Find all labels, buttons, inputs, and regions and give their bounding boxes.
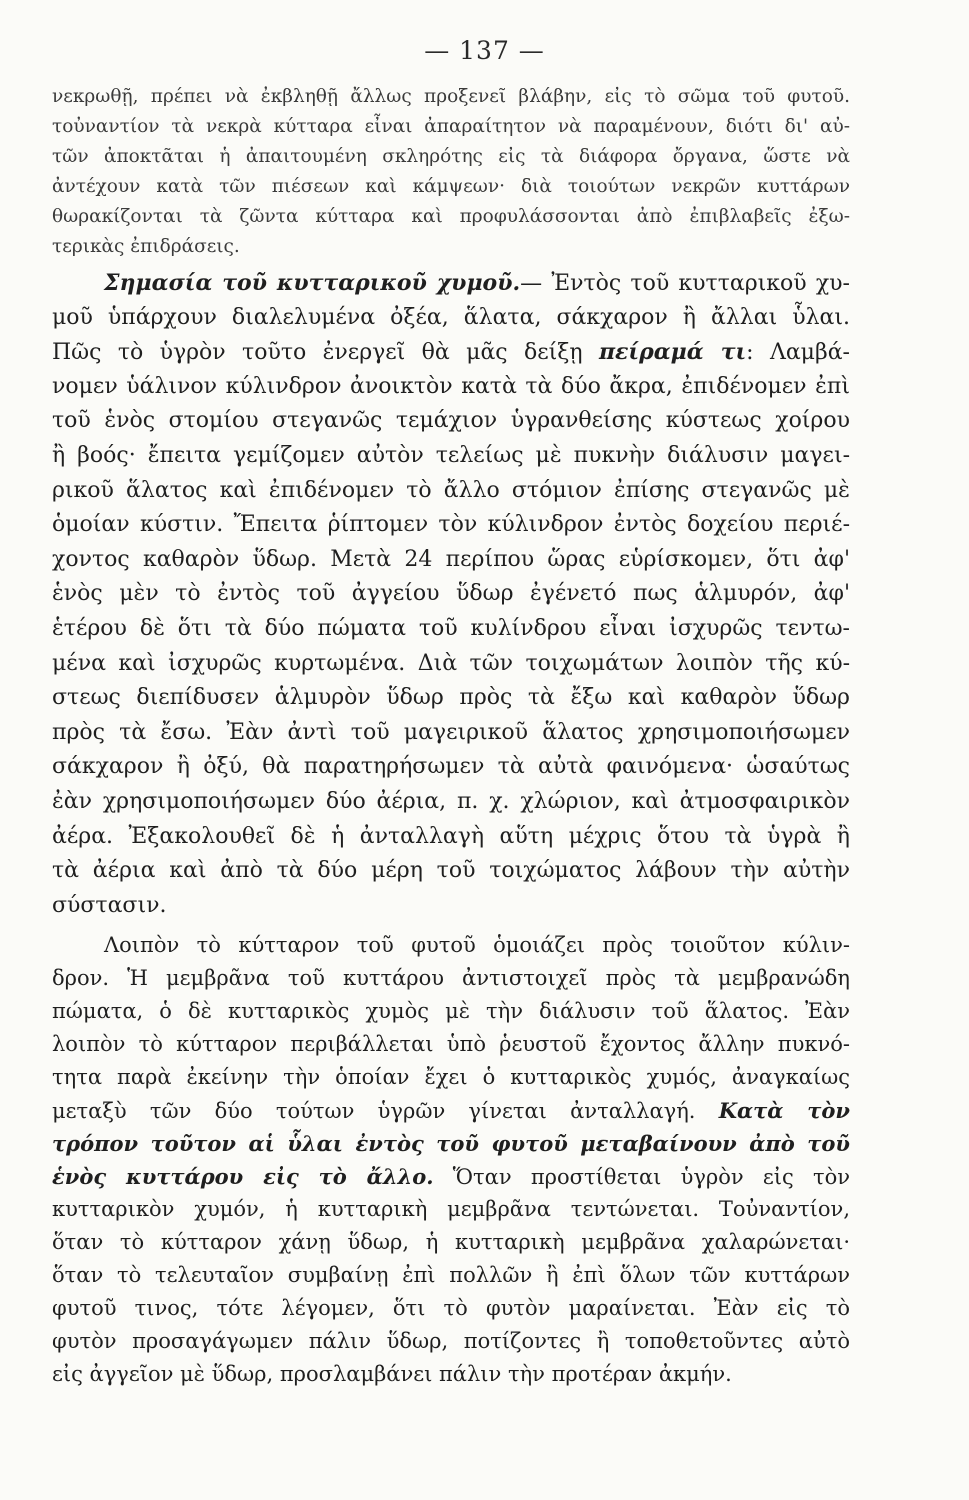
text-line: θωρακίζονται τὰ ζῶντα κύτταρα καὶ προφυλάσσονται ἀπὸ ἐπιβλαβεῖς ἐξω- [52, 206, 850, 227]
text-line: ρικοῦ ἅλατος καὶ ἐπιδένομεν τὸ ἄλλο στόμιον ἐπίσης στεγανῶς μὲ [52, 477, 850, 503]
emphasis-text: Κατὰ τὸν [718, 1098, 850, 1124]
text-line: ἀντέχουν κατὰ τῶν πιέσεων καὶ κάμψεων· διὰ τοιούτων νεκρῶν κυττάρων [52, 176, 850, 197]
text-line: τὰ ἀέρια καὶ ἀπὸ τὰ δύο μέρη τοῦ τοιχώματος λάβουν τὴν αὐτὴν [52, 858, 850, 884]
text-line: τοῦ ἑνὸς στομίου στεγανῶς τεμάχιον ὑγρανθείσης κύστεως χοίρου [52, 408, 850, 434]
text-line: φυτὸν προσαγάγωμεν πάλιν ὕδωρ, ποτίζοντες ἢ τοποθετοῦντες αὐτὸ [52, 1329, 850, 1354]
text-line: σάκχαρον ἢ ὀξύ, θὰ παρατηρήσωμεν τὰ αὐτὰ φαινόμενα· ὡσαύτως [52, 754, 850, 780]
text-line: πρὸς τὰ ἔσω. Ἐὰν ἀντὶ τοῦ μαγειρικοῦ ἅλατος χρησιμοποιήσωμεν [52, 719, 850, 745]
conclusion-paragraph [52, 929, 850, 1391]
heading-continuation: — Ἐντὸς τοῦ κυτταρικοῦ χυ- [520, 271, 850, 296]
text-line [52, 1094, 850, 1127]
emphasis-experiment: πείραμά τι [598, 339, 747, 366]
text-line: λοιπὸν τὸ κύτταρον περιβάλλεται ὑπὸ ῥευστοῦ ἔχοντος ἄλλην πυκνό- [52, 1032, 850, 1057]
text-line: τῶν ἀποκτᾶται ἡ ἀπαιτουμένη σκληρότης εἰς τὰ διάφορα ὄργανα, ὥστε νὰ [52, 146, 850, 167]
text-line: χοντος καθαρὸν ὕδωρ. Μετὰ 24 περίπου ὥρας εὑρίσκομεν, ὅτι ἀφ' [52, 546, 850, 572]
emphasis-line: τρόπον τοῦτον αἱ ὗλαι ἐντὸς τοῦ φυτοῦ μεταβαίνουν ἀπὸ τοῦ [52, 1131, 850, 1157]
text-line: Λοιπὸν τὸ κύτταρον τοῦ φυτοῦ ὁμοιάζει πρὸς τοιοῦτον κύλιν- [104, 933, 850, 958]
cell-sap-paragraph [52, 266, 850, 923]
text-line: μένα καὶ ἰσχυρῶς κυρτωμένα. Διὰ τῶν τοιχωμάτων λοιπὸν τῆς κύ- [52, 650, 850, 676]
page-number: — 137 — [424, 36, 545, 65]
body-text [52, 82, 850, 1391]
text-segment: : Λαμβά- [746, 340, 850, 366]
text-line: τοὐναντίον τὰ νεκρὰ κύτταρα εἶναι ἀπαραίτητον νὰ παραμένουν, διότι δι' αὐ- [52, 116, 850, 137]
text-line: ὅταν τὸ τελευταῖον συμβαίνῃ ἐπὶ πολλῶν ἢ ἐπὶ ὅλων τῶν κυττάρων [52, 1263, 850, 1288]
text-line: ἑτέρου δὲ ὅτι τὰ δύο πώματα τοῦ κυλίνδρου εἶναι ἰσχυρῶς τεντω- [52, 615, 850, 641]
text-line: στεως διεπίδυσεν ἁλμυρὸν ὕδωρ πρὸς τὰ ἔξω καὶ καθαρὸν ὕδωρ [52, 685, 850, 711]
text-line: ἐὰν χρησιμοποιήσωμεν δύο ἀέρια, π. χ. χλώριον, καὶ ἀτμοσφαιρικὸν [52, 788, 850, 814]
text-line: κυτταρικὸν χυμόν, ἡ κυτταρικὴ μεμβρᾶνα τεντώνεται. Τοὐναντίον, [52, 1197, 850, 1222]
text-line: νομεν ὑάλινον κύλινδρον ἀνοικτὸν κατὰ τὰ δύο ἄκρα, ἐπιδένομεν ἐπὶ [52, 373, 850, 399]
text-line [52, 335, 850, 370]
text-line: ἑνὸς μὲν τὸ ἐντὸς τοῦ ἀγγείου ὕδωρ ἐγένετό πως ἁλμυρόν, ἀφ' [52, 581, 850, 607]
text-line: τητα παρὰ ἐκείνην τὴν ὁποίαν ἔχει ὁ κυτταρικὸς χυμός, ἀναγκαίως [52, 1065, 850, 1090]
text-line: ἢ βοός· ἔπειτα γεμίζομεν αὐτὸν τελείως μὲ πυκνὴν διάλυσιν μαγει- [52, 442, 850, 468]
text-line: ἀέρα. Ἐξακολουθεῖ δὲ ἡ ἀνταλλαγὴ αὕτη μέχρις ὅτου τὰ ὑγρὰ ἢ [52, 823, 850, 849]
text-line [52, 1160, 850, 1193]
emphasis-text: ἑνὸς κυττάρου εἰς τὸ ἄλλο. [52, 1164, 434, 1190]
text-line [52, 266, 850, 301]
continuation-paragraph [52, 82, 850, 262]
text-line: φυτοῦ τινος, τότε λέγομεν, ὅτι τὸ φυτὸν μαραίνεται. Ἐὰν εἰς τὸ [52, 1296, 850, 1321]
text-line: μοῦ ὑπάρχουν διαλελυμένα ὀξέα, ἅλατα, σάκχαρον ἢ ἄλλαι ὗλαι. [52, 304, 850, 330]
section-heading: Σημασία τοῦ κυτταρικοῦ χυμοῦ. [104, 270, 521, 296]
text-segment: μεταξὺ τῶν δύο τούτων ὑγρῶν γίνεται ἀνταλλαγή. [52, 1099, 719, 1124]
text-line: εἰς ἀγγεῖον μὲ ὕδωρ, προσλαμβάνει πάλιν τὴν προτέραν ἀκμήν. [52, 1362, 732, 1387]
text-line: δρον. Ἡ μεμβρᾶνα τοῦ κυττάρου ἀντιστοιχεῖ πρὸς τὰ μεμβρανώδη [52, 966, 850, 991]
text-line: σύστασιν. [52, 892, 167, 918]
text-line: ὁμοίαν κύστιν. Ἔπειτα ῥίπτομεν τὸν κύλινδρον ἐντὸς δοχείου περιέ- [52, 512, 850, 538]
text-line: νεκρωθῇ, πρέπει νὰ ἐκβληθῇ ἄλλως προξενεῖ βλάβην, εἰς τὸ σῶμα τοῦ φυτοῦ. [52, 86, 850, 107]
text-segment: Ὅταν προστίθεται ὑγρὸν εἰς τὸν [433, 1165, 850, 1190]
text-line: ὅταν τὸ κύτταρον χάνῃ ὕδωρ, ἡ κυτταρικὴ μεμβρᾶνα χαλαρώνεται· [52, 1230, 850, 1255]
text-line: τερικὰς ἐπιδράσεις. [52, 236, 240, 257]
text-line: πώματα, ὁ δὲ κυτταρικὸς χυμὸς μὲ τὴν διάλυσιν τοῦ ἅλατος. Ἐὰν [52, 999, 850, 1024]
text-segment: Πῶς τὸ ὑγρὸν τοῦτο ἐνεργεῖ θὰ μᾶς δείξῃ [52, 340, 599, 366]
